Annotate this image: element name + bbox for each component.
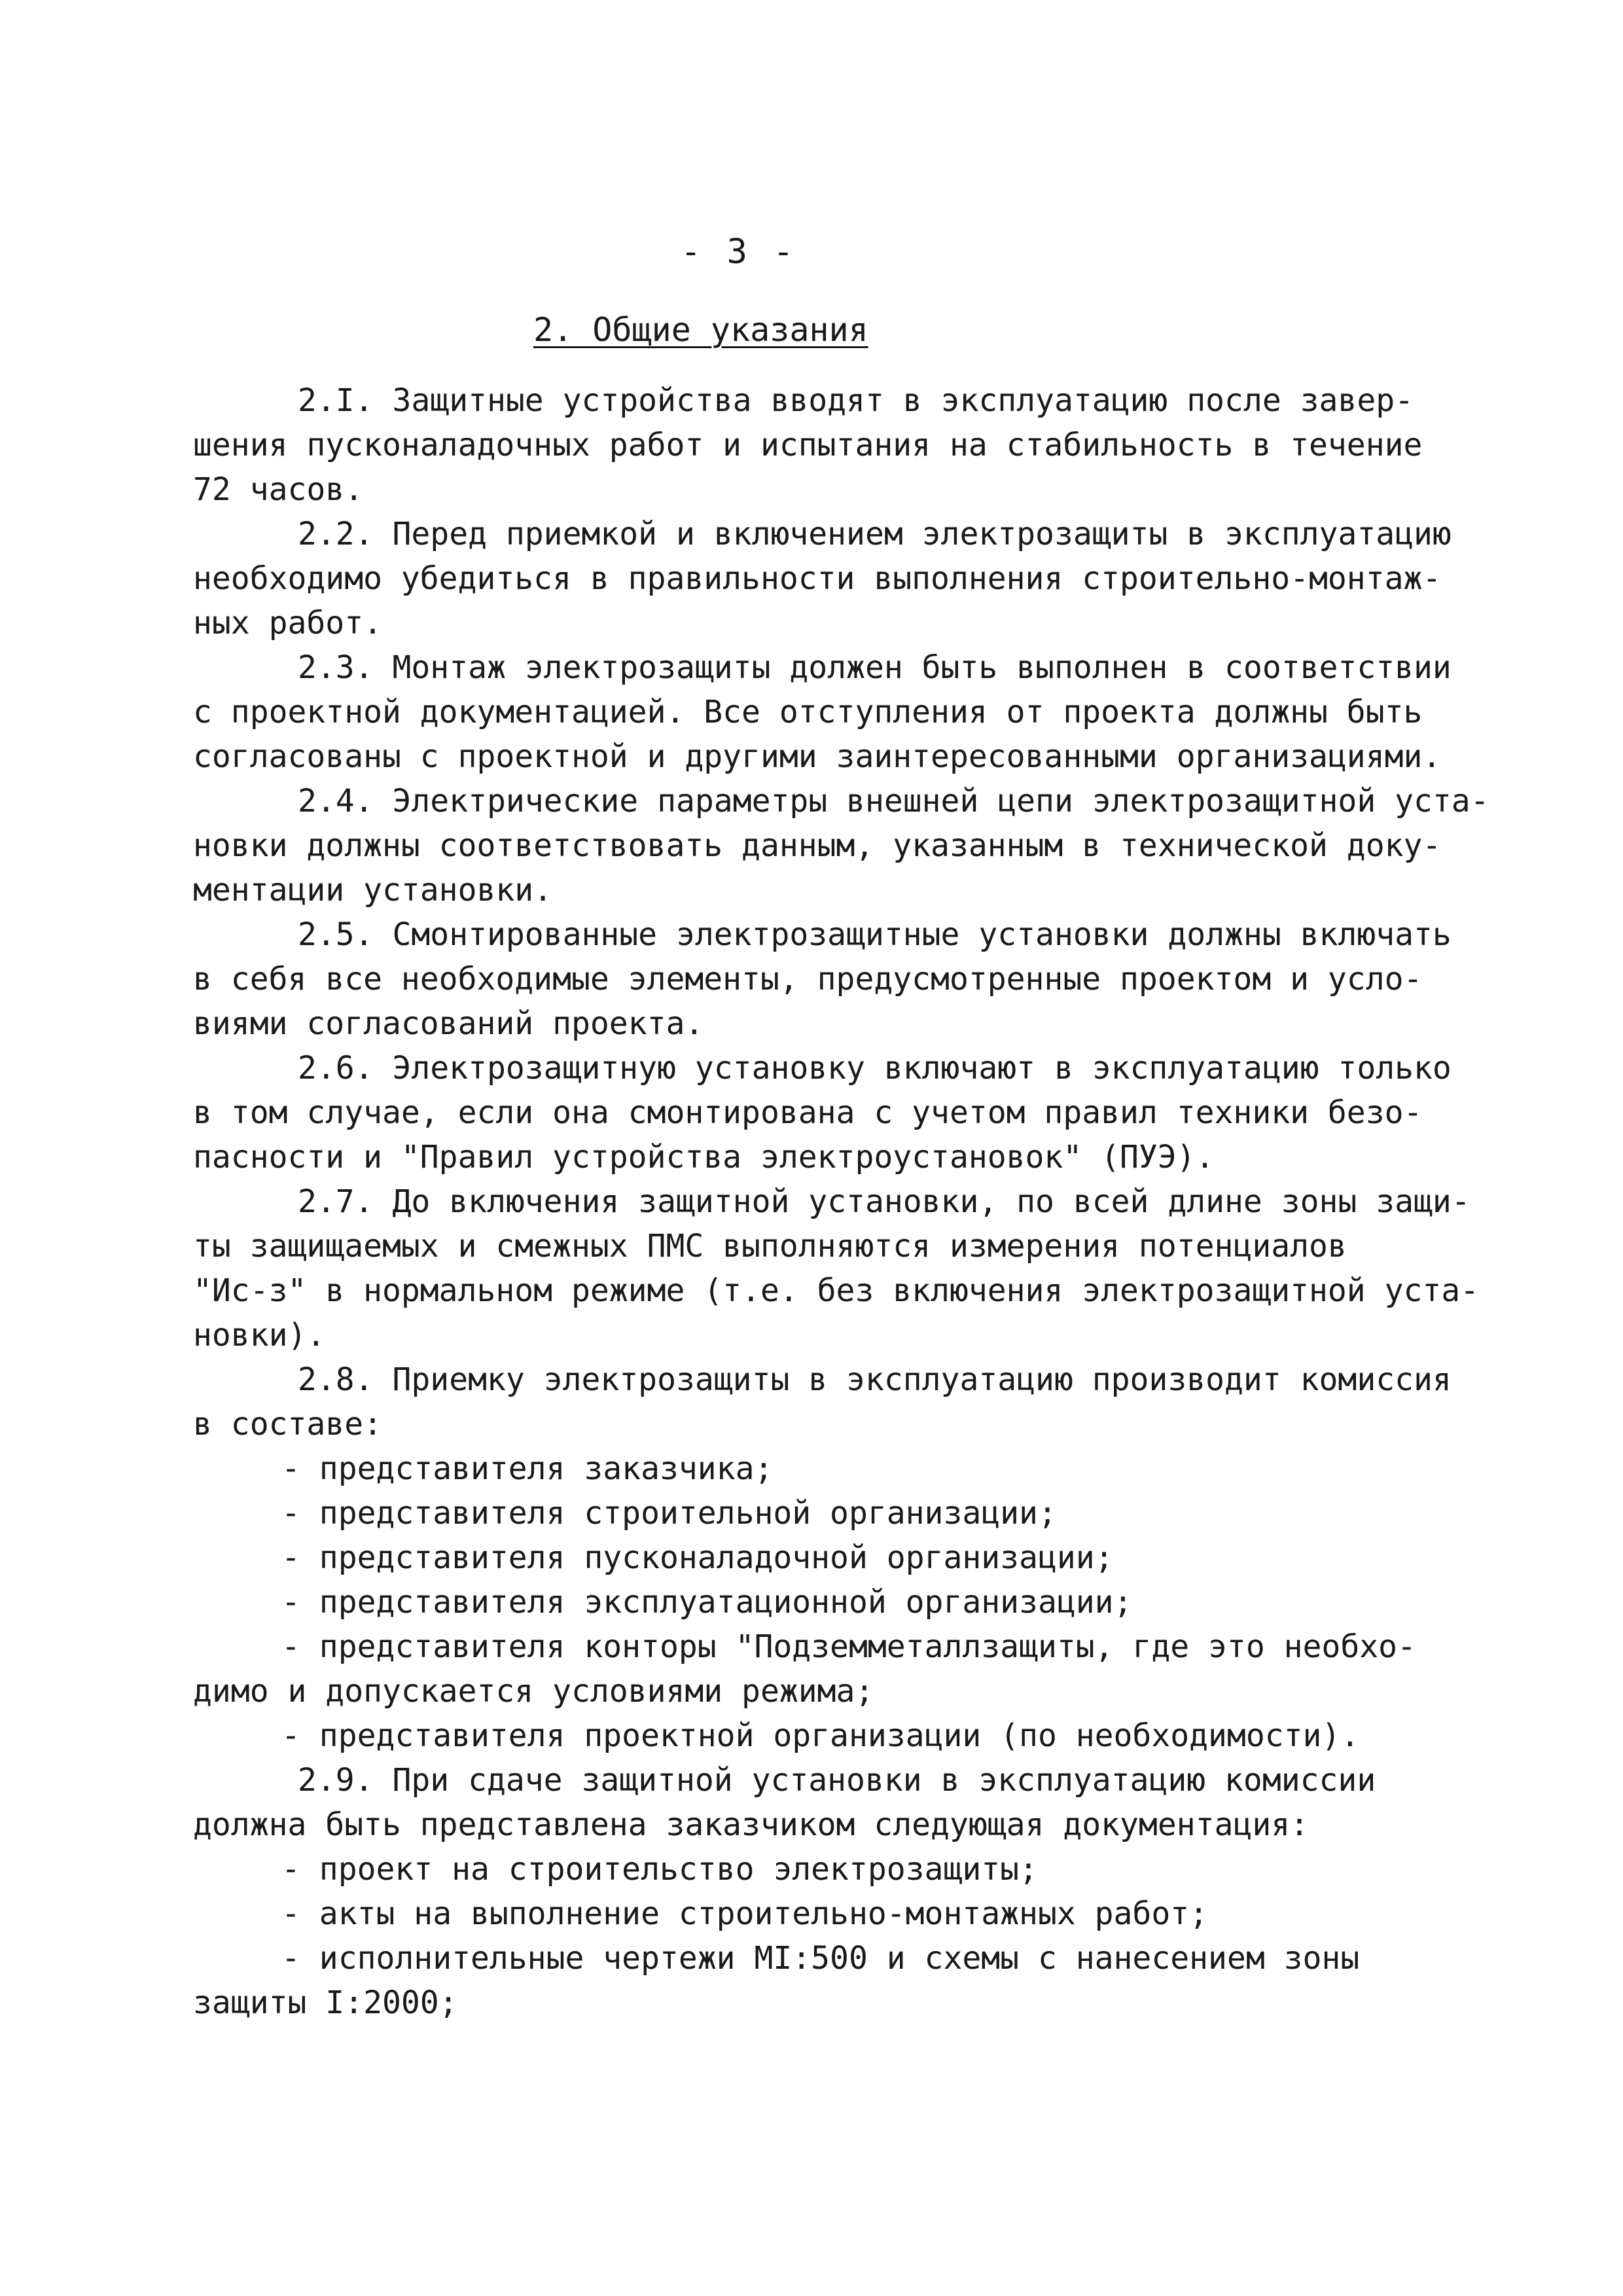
paragraph-line: виями согласований проекта. xyxy=(193,1005,704,1042)
list-item: - представителя конторы "Подземметаллзащиты, где это необхо- xyxy=(281,1628,1416,1665)
paragraph-line: 2.3. Монтаж электрозащиты должен быть выполнен в соответствии xyxy=(298,649,1452,686)
list-item: - представителя проектной организации (по необходимости). xyxy=(281,1717,1360,1754)
paragraph-line: 2.9. При сдаче защитной установки в эксплуатацию комиссии xyxy=(298,1762,1376,1799)
paragraph-line: 2.2. Перед приемкой и включением электрозащиты в эксплуатацию xyxy=(298,516,1452,552)
paragraph-line: новки должны соответствовать данным, указанным в технической доку- xyxy=(193,827,1442,864)
paragraph-line: ментации установки. xyxy=(193,872,553,908)
list-item: - представителя пусконаладочной организации; xyxy=(281,1539,1114,1576)
paragraph-line: в себя все необходимые элементы, предусмотренные проектом и усло- xyxy=(193,961,1423,997)
list-item-continuation: защиты I:2000; xyxy=(193,1984,458,2021)
paragraph-line: 2.8. Приемку электрозащиты в эксплуатацию производит комиссия xyxy=(298,1361,1452,1398)
page-number: - 3 - xyxy=(681,232,796,272)
paragraph-line: 2.6. Электрозащитную установку включают в эксплуатацию только xyxy=(298,1050,1452,1086)
paragraph-line: с проектной документацией. Все отступления от проекта должны быть xyxy=(193,694,1423,730)
list-item-continuation: димо и допускается условиями режима; xyxy=(193,1673,874,1710)
paragraph-line: новки). xyxy=(193,1317,326,1354)
list-item: - представителя эксплуатационной организации; xyxy=(281,1584,1133,1621)
paragraph-line: 2.5. Смонтированные электрозащитные установки должны включать xyxy=(298,916,1452,953)
paragraph-line: ных работ. xyxy=(193,605,382,641)
paragraph-line: 2.4. Электрические параметры внешней цепи электрозащитной уста- xyxy=(298,783,1489,819)
list-item: - представителя заказчика; xyxy=(281,1450,774,1487)
paragraph-line: необходимо убедиться в правильности выполнения строительно-монтаж- xyxy=(193,560,1442,597)
paragraph-line: должна быть представлена заказчиком следующая документация: xyxy=(193,1806,1310,1843)
list-item: - проект на строительство электрозащиты; xyxy=(281,1851,1038,1888)
list-item: - исполнительные чертежи МI:500 и схемы с нанесением зоны xyxy=(281,1940,1360,1977)
document-body xyxy=(193,378,1489,2025)
list-item: - представителя строительной организации; xyxy=(281,1495,1057,1532)
paragraph-line: пасности и "Правил устройства электроустановок" (ПУЭ). xyxy=(193,1139,1215,1175)
paragraph-line: в составе: xyxy=(193,1406,382,1443)
paragraph-line: "Ис-з" в нормальном режиме (т.е. без включения электрозащитной уста- xyxy=(193,1272,1480,1309)
paragraph-line: 2.I. Защитные устройства вводят в эксплуатацию после завер- xyxy=(298,382,1414,419)
paragraph-line: 72 часов. xyxy=(193,471,364,508)
paragraph-line: в том случае, если она смонтирована с учетом правил техники безо- xyxy=(193,1094,1423,1131)
paragraph-line: 2.7. До включения защитной установки, по всей длине зоны защи- xyxy=(298,1183,1471,1220)
section-title: 2. Общие указания xyxy=(533,311,868,349)
paragraph-line: согласованы с проектной и другими заинтересованными организациями. xyxy=(193,738,1442,775)
paragraph-line: шения пусконаладочных работ и испытания на стабильность в течение xyxy=(193,427,1423,463)
list-item: - акты на выполнение строительно-монтажных работ; xyxy=(281,1895,1209,1932)
paragraph-line: ты защищаемых и смежных ПМС выполняются измерения потенциалов xyxy=(193,1228,1347,1265)
